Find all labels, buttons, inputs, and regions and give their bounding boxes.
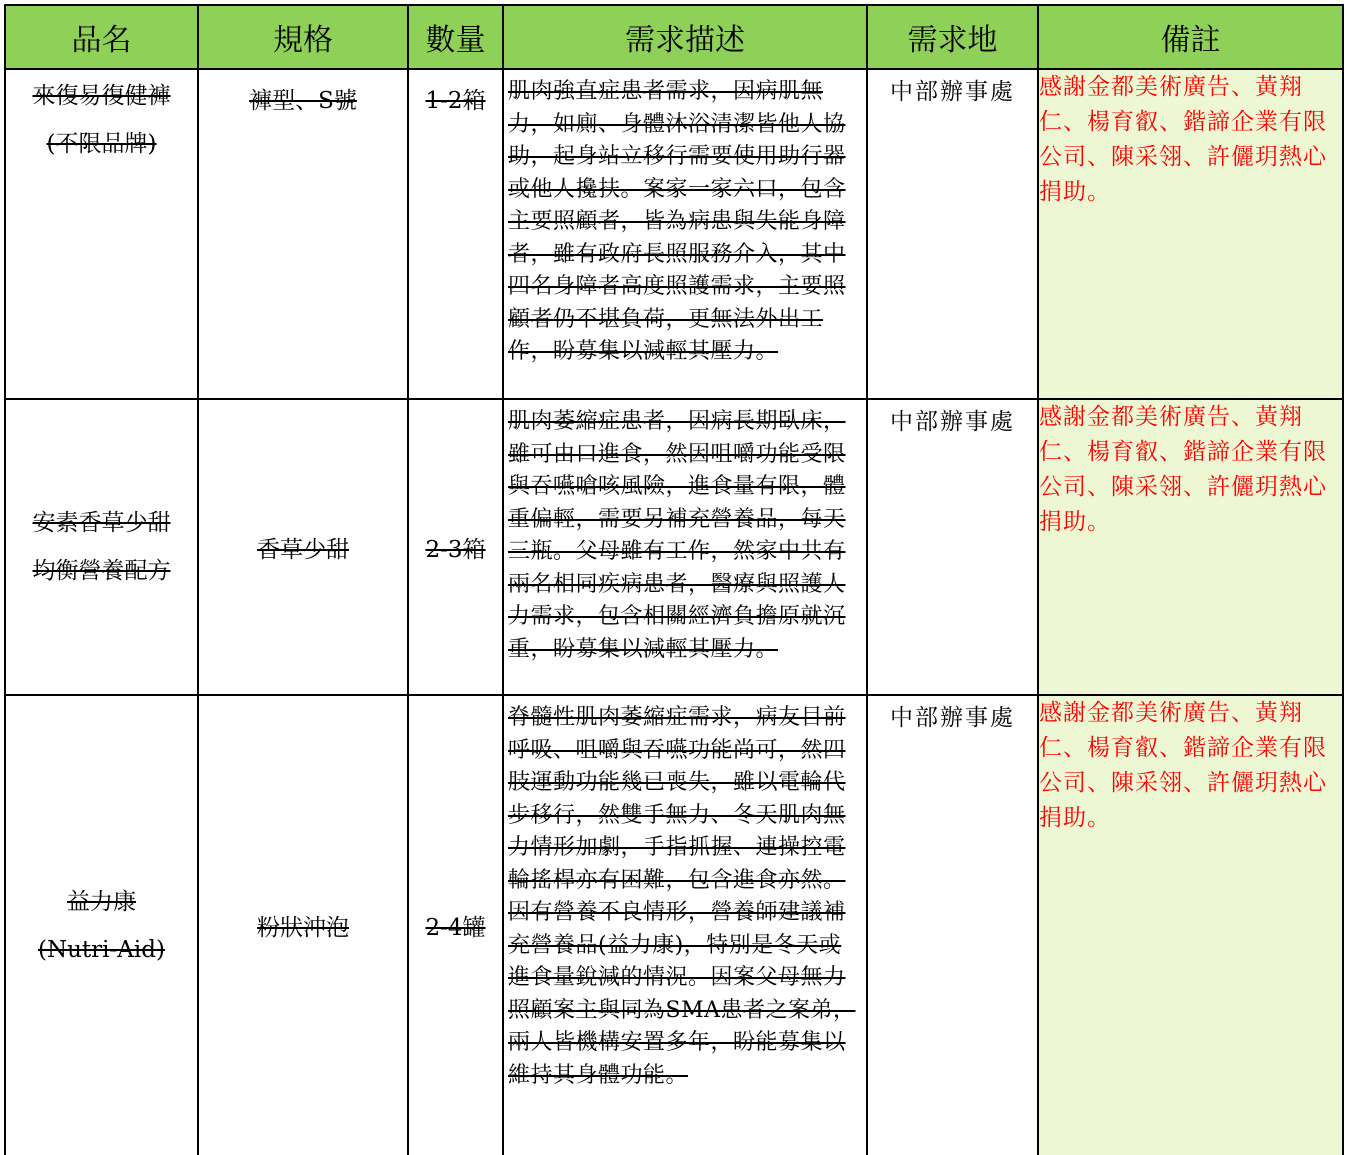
item-qty: 2-3箱 bbox=[425, 536, 486, 563]
item-name: 益力康 bbox=[67, 888, 136, 915]
item-qty-cell bbox=[408, 695, 503, 1155]
item-qty-cell bbox=[408, 399, 503, 695]
item-desc: 脊髓性肌肉萎縮症需求，病友目前呼吸、咀嚼與吞嚥功能尚可，然四肢運動功能幾已喪失，雖以電輪代步移行，然雙手無力、冬天肌肉無力情形加劇，手指抓握、連操控電輪搖桿亦有困難，包含進食亦然。因有營養不良情形，營養師建議補充營養品(益力康)，特別是冬天或進食量銳減的情況。因案父母無力照顧案主與同為SMA患者之案弟，兩人皆機構安置多年，盼能募集以維持其身體功能。 bbox=[508, 705, 856, 1088]
item-name: 安素香草少甜 bbox=[32, 510, 171, 536]
item-spec: 粉狀沖泡 bbox=[257, 915, 349, 941]
item-location-cell bbox=[867, 695, 1038, 1155]
item-location: 中部辦事處 bbox=[890, 79, 1015, 105]
item-spec-cell bbox=[198, 695, 408, 1155]
item-spec-cell bbox=[198, 69, 408, 399]
item-note: 感謝金都美術廣告、黃翔仁、楊育叡、鍇諦企業有限公司、陳采翎、許儷玥熱心捐助。 bbox=[1038, 399, 1343, 695]
item-location: 中部辦事處 bbox=[890, 705, 1015, 731]
table-row bbox=[5, 695, 1343, 1155]
item-qty: 1-2箱 bbox=[425, 88, 486, 114]
item-name-sub: 均衡營養配方 bbox=[32, 558, 171, 584]
item-name: 來復易復健褲 bbox=[32, 83, 171, 109]
header-desc: 需求描述 bbox=[503, 5, 867, 69]
donation-needs-table bbox=[4, 4, 1344, 1155]
item-qty-cell bbox=[408, 69, 503, 399]
item-spec: 褲型、S號 bbox=[249, 88, 357, 114]
header-row bbox=[5, 5, 1343, 69]
header-spec: 規格 bbox=[198, 5, 408, 69]
item-desc: 肌肉強直症患者需求，因病肌無力，如廁、身體沐浴清潔皆他人協助，起身站立移行需要使用助行器或他人攙扶。案家一家六口，包含主要照顧者，皆為病患與失能身障者，雖有政府長照服務介入，其中四名身障者高度照護需求，主要照顧者仍不堪負荷，更無法外出工作，盼募集以減輕其壓力。 bbox=[508, 79, 846, 364]
item-qty: 2-4罐 bbox=[425, 915, 486, 941]
item-location: 中部辦事處 bbox=[890, 409, 1015, 435]
item-name-cell bbox=[5, 69, 198, 399]
item-spec-cell bbox=[198, 399, 408, 695]
item-desc-cell bbox=[503, 399, 867, 695]
header-qty: 數量 bbox=[408, 5, 503, 69]
table-row bbox=[5, 399, 1343, 695]
item-desc-cell bbox=[503, 695, 867, 1155]
item-note: 感謝金都美術廣告、黃翔仁、楊育叡、鍇諦企業有限公司、陳采翎、許儷玥熱心捐助。 bbox=[1038, 695, 1343, 1155]
item-note: 感謝金都美術廣告、黃翔仁、楊育叡、鍇諦企業有限公司、陳采翎、許儷玥熱心捐助。 bbox=[1038, 69, 1343, 399]
header-name: 品名 bbox=[5, 5, 198, 69]
item-location-cell bbox=[867, 399, 1038, 695]
item-name-sub: (Nutri-Aid) bbox=[38, 936, 165, 963]
item-desc: 肌肉萎縮症患者，因病長期臥床，雖可由口進食，然因咀嚼功能受限與吞嚥嗆咳風險，進食量有限，體重偏輕，需要另補充營養品，每天三瓶。父母雖有工作，然家中共有兩名相同疾病患者，醫療與照護人力需求，包含相關經濟負擔原就沉重，盼募集以減輕其壓力。 bbox=[508, 409, 846, 662]
item-location-cell bbox=[867, 69, 1038, 399]
item-name-cell bbox=[5, 695, 198, 1155]
item-name-sub: (不限品牌) bbox=[46, 131, 157, 157]
item-desc-cell bbox=[503, 69, 867, 399]
header-location: 需求地 bbox=[867, 5, 1038, 69]
item-spec: 香草少甜 bbox=[257, 536, 349, 563]
table-row bbox=[5, 69, 1343, 399]
header-note: 備註 bbox=[1038, 5, 1343, 69]
item-name-cell bbox=[5, 399, 198, 695]
